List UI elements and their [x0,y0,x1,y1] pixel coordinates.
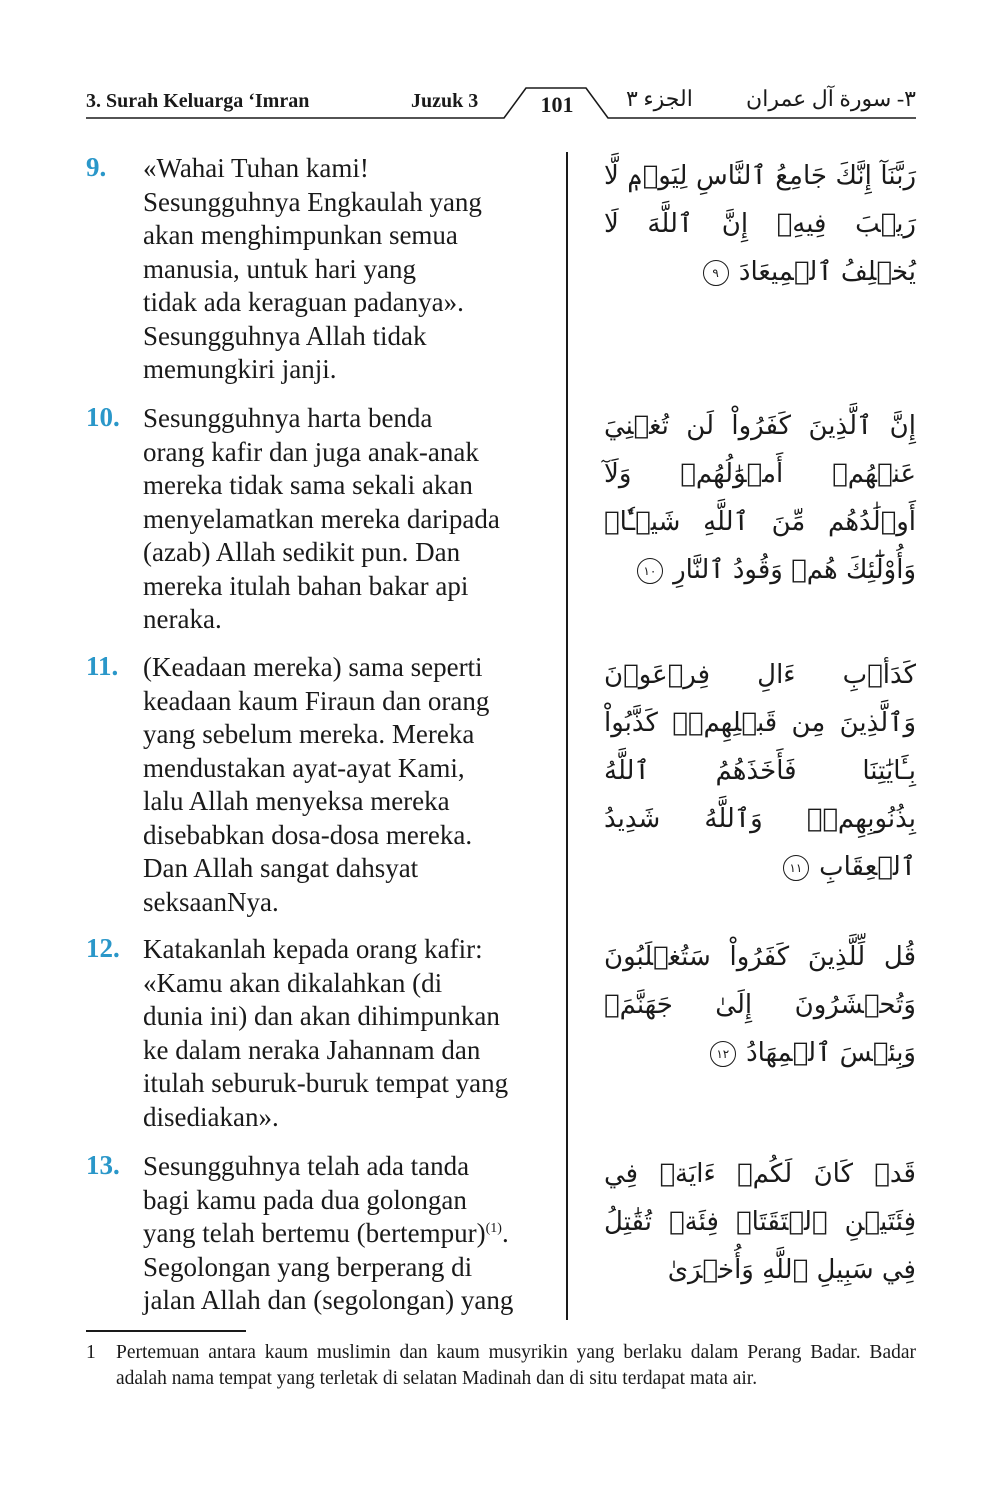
verse-number: 11. [86,651,119,681]
verse-translation-main: Sesungguhnya telah ada tanda bagi kamu pada dua golongan yang telah bertemu (bertempur) [143,1151,486,1248]
arabic-text: كَدَأۡبِ ءَالِ فِرۡعَوۡنَ وَٱلَّذِينَ مِن قَبۡلِهِمۡۚ كَذَّبُواْ بِـَٔايَٰتِنَا فَأَخَذَهُمُ ٱللَّهُ بِذُنُوبِهِمۡۗ وَٱللَّهُ شَدِيدُ ٱلۡعِقَابِ [604,660,916,882]
verse-number: 13. [86,1150,120,1180]
verse-translation: (Keadaan mereka) sama seperti keadaan kaum Firaun dan orang yang sebelum mereka. Mereka mendustakan ayat-ayat Kami, lalu Allah menyeksa mereka disebabkan dosa-dosa mereka. Dan Allah sangat dahsyat seksaanNya. [143,652,490,917]
verse-10-arabic [604,402,916,594]
verse-number: 10. [86,402,120,432]
footnote-number: 1 [86,1342,96,1363]
ayah-end-marker: ١٢ [710,1041,736,1067]
verse-13-arabic [604,1150,916,1294]
arabic-text: إِنَّ ٱلَّذِينَ كَفَرُواْ لَن تُغۡنِيَ عَنۡهُمۡ أَمۡوَٰلُهُمۡ وَلَآ أَوۡلَٰدُهُم مِّنَ ٱللَّهِ شَيۡـٔٗاۖ وَأُوْلَٰٓئِكَ هُمۡ وَقُودُ ٱلنَّارِ [604,411,916,585]
juzuk-label: Juzuk 3 [411,90,479,112]
verse-translation: Sesungguhnya harta benda orang kafir dan juga anak-anak mereka tidak sama sekali akan menyelamatkan mereka daripada (azab) Allah sedikit pun. Dan mereka itulah bahan bakar api neraka. [143,403,500,634]
surah-title-latin: 3. Surah Keluarga ‘Imran [86,90,310,112]
page-number: 101 [540,92,574,117]
verse-10 [86,402,556,637]
footnote-rule [86,1330,246,1332]
page-header [86,84,916,124]
arabic-text: قَدۡ كَانَ لَكُمۡ ءَايَةٞ فِي فِئَتَيۡنِ ٱلۡتَقَتَاۖ فِئَةٞ تُقَٰتِلُ فِي سَبِيلِ ٱللَّهِ وَأُخۡرَىٰ [604,1159,916,1285]
verse-13 [86,1150,556,1320]
verse-translation: Katakanlah kepada orang kafir: «Kamu akan dikalahkan (di dunia ini) dan akan dihimpunkan ke dalam neraka Jahannam dan itulah seburuk-buruk tempat yang disediakan». [143,934,509,1132]
verse-number: 9. [86,152,107,182]
verse-9 [86,152,556,387]
verse-number: 12. [86,933,120,963]
ayah-end-marker: ٩ [703,260,729,286]
verse-12 [86,933,556,1138]
column-divider [566,152,568,1320]
verse-translation: «Wahai Tuhan kami! Sesungguhnya Engkaulah yang akan menghimpunkan semua manusia, untuk hari yang tidak ada keraguan padanya». Sesungguhnya Allah tidak memungkiri janji. [143,153,482,384]
verse-12-arabic [604,933,916,1077]
verse-translation-continued: . Segolongan yang berperang di jalan Allah dan (segolongan) yang [143,1218,514,1315]
ayah-end-marker: ١١ [783,855,809,881]
verse-11-arabic [604,651,916,891]
ayah-end-marker: ١٠ [637,558,663,584]
juz-label-arabic: الجزء ٣ [626,86,693,111]
verse-9-arabic [604,152,916,296]
footnote-reference[interactable]: (1) [485,1221,502,1236]
arabic-text: رَبَّنَآ إِنَّكَ جَامِعُ ٱلنَّاسِ لِيَوۡمٖ لَّا رَيۡبَ فِيهِۚ إِنَّ ٱللَّهَ لَا يُخۡلِفُ ٱلۡمِيعَادَ [604,161,916,287]
footnote-text: Pertemuan antara kaum muslimin dan kaum musyrikin yang berlaku dalam Perang Badar. Badar adalah nama tempat yang terletak di selatan Madinah dan di situ terdapat mata air. [116,1342,916,1389]
verse-translation [143,1150,563,1318]
surah-title-arabic: ٣- سورة آل عمران [746,86,916,111]
arabic-text: قُل لِّلَّذِينَ كَفَرُواْ سَتُغۡلَبُونَ وَتُحۡشَرُونَ إِلَىٰ جَهَنَّمَۖ وَبِئۡسَ ٱلۡمِهَادُ [604,942,916,1068]
verse-11 [86,651,556,921]
